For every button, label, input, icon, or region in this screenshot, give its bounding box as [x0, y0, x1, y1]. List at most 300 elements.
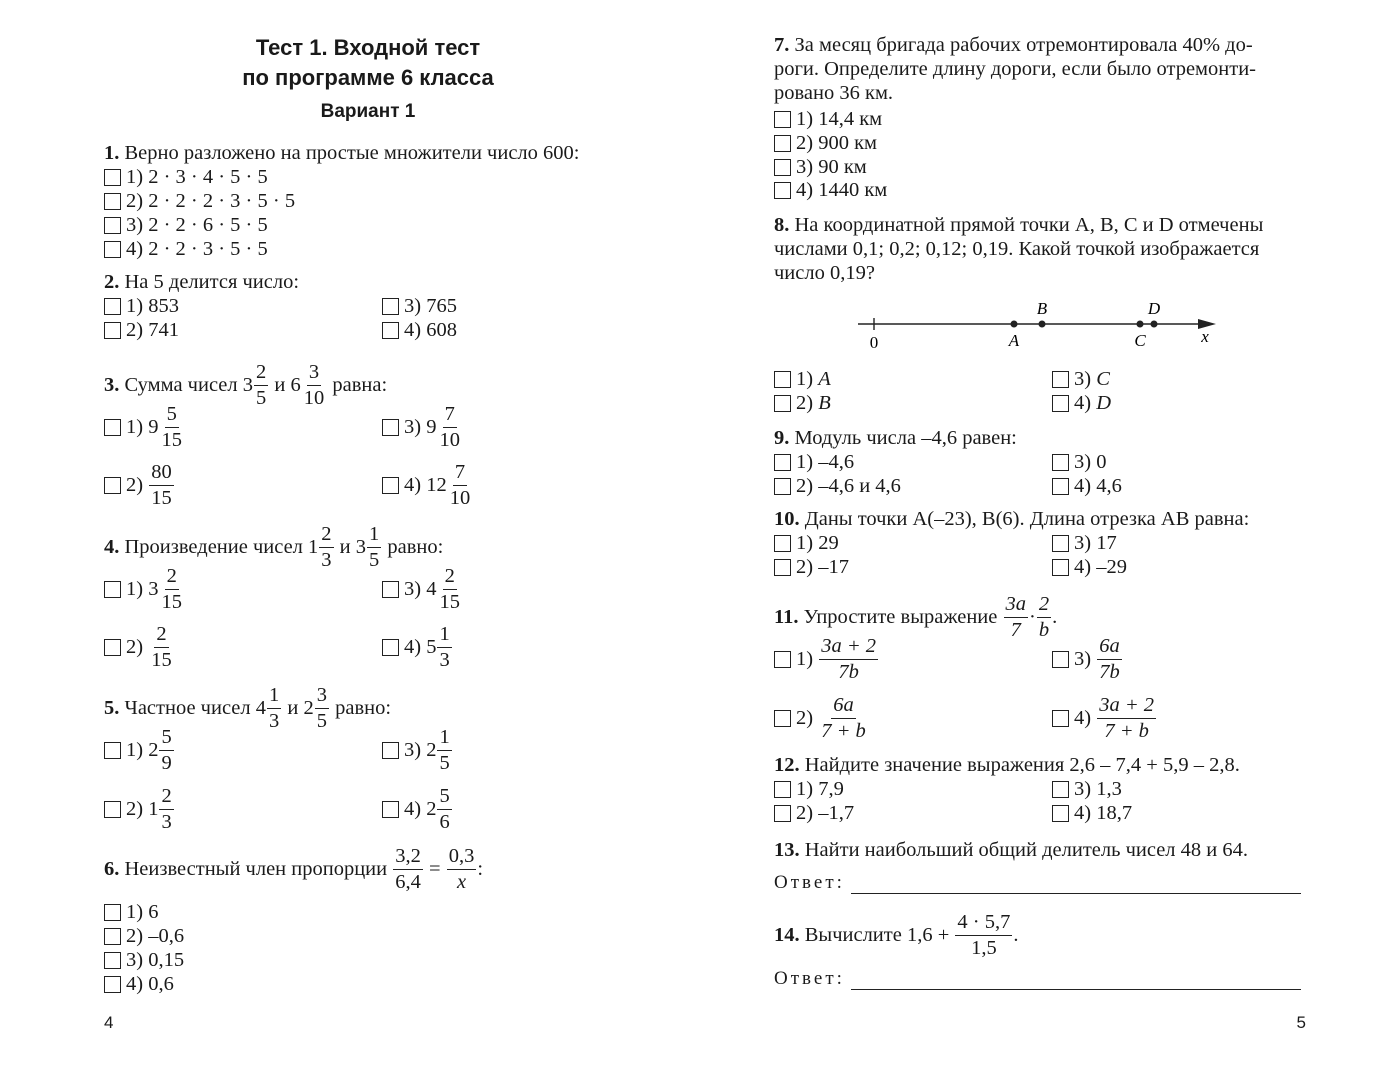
fraction	[437, 404, 462, 450]
q10-option-2[interactable]	[774, 555, 849, 579]
q12-option-2[interactable]	[774, 801, 854, 825]
numerator: 2	[254, 362, 268, 386]
q10-option-1[interactable]	[774, 531, 839, 555]
option-label: 2) 2 · 2 · 2 · 3 · 5 · 5	[126, 190, 296, 212]
denominator: 3	[161, 810, 172, 833]
checkbox[interactable]	[104, 298, 121, 315]
checkbox[interactable]	[104, 193, 121, 210]
question-text: Частное чисел	[124, 697, 251, 719]
q4-option-4[interactable]	[382, 624, 453, 670]
fraction	[437, 786, 451, 832]
checkbox[interactable]	[104, 801, 121, 818]
point-label-C: C	[1134, 331, 1146, 350]
q1-option-3[interactable]	[104, 213, 268, 237]
denominator: x	[456, 870, 467, 893]
point-label-D: D	[1147, 300, 1161, 318]
fraction	[149, 624, 174, 670]
numerator: 80	[149, 462, 174, 486]
question-text: число 0,19?	[774, 262, 875, 284]
question-4	[104, 524, 443, 570]
question-text: ровано 36 км.	[774, 82, 894, 104]
numerator: 0,3	[447, 846, 477, 870]
denominator: 15	[161, 590, 182, 613]
question-number: 9.	[774, 427, 790, 449]
question-number: 13.	[774, 839, 800, 861]
option-number: 1)	[796, 648, 814, 670]
option-number: 2)	[126, 636, 144, 658]
denominator: b	[1038, 618, 1050, 641]
question-number: 11.	[774, 606, 799, 628]
checkbox[interactable]	[1052, 559, 1069, 576]
q8-option-2[interactable]	[774, 391, 831, 415]
q12-option-4[interactable]	[1052, 801, 1132, 825]
q11-option-3[interactable]	[1052, 636, 1123, 682]
denominator: 5	[316, 709, 327, 732]
option-label: 3) 2 · 2 · 6 · 5 · 5	[126, 214, 268, 236]
checkbox[interactable]	[104, 928, 121, 945]
denominator: 3	[321, 548, 332, 571]
option-value	[148, 624, 175, 670]
q2-option-3[interactable]	[382, 294, 457, 318]
denominator: 15	[151, 648, 172, 671]
q7-option-4[interactable]	[774, 178, 887, 202]
title-line-1: Тест 1. Входной тест	[255, 35, 481, 60]
checkbox[interactable]	[774, 454, 791, 471]
denominator: 1,5	[971, 936, 997, 959]
whole-part: 6	[290, 374, 301, 396]
question-text: Упростите выражение	[803, 606, 998, 628]
checkbox[interactable]	[104, 952, 121, 969]
checkbox[interactable]	[382, 581, 399, 598]
checkbox[interactable]	[774, 535, 791, 552]
question-text: Сумма чисел	[124, 374, 238, 396]
checkbox[interactable]	[774, 395, 791, 412]
numerator: 3,2	[393, 846, 423, 870]
option-label: D	[1096, 392, 1112, 414]
option-number: 3)	[1074, 648, 1092, 670]
question-6	[104, 846, 483, 892]
q4-option-2[interactable]	[104, 624, 175, 670]
fraction-rhs	[447, 846, 477, 892]
checkbox[interactable]	[774, 781, 791, 798]
whole-part: 12	[426, 474, 447, 496]
numerator: 2	[319, 524, 333, 548]
question-5	[104, 685, 391, 731]
option-value	[426, 624, 453, 670]
q7-option-1[interactable]	[774, 107, 882, 131]
title-line-2: по программе 6 класса	[242, 65, 494, 90]
numerator: 2	[1037, 594, 1051, 618]
q9-option-2[interactable]	[774, 474, 901, 498]
question-1	[104, 141, 579, 165]
q9-option-1[interactable]	[774, 450, 854, 474]
checkbox[interactable]	[104, 742, 121, 759]
option-value	[148, 786, 175, 832]
origin-label: 0	[869, 333, 879, 350]
answer-label: Ответ:	[774, 968, 845, 989]
denominator: 15	[439, 590, 460, 613]
checkbox[interactable]	[104, 241, 121, 258]
option-value	[148, 727, 175, 773]
q3-option-2[interactable]	[104, 462, 175, 508]
q5-option-4[interactable]	[382, 786, 453, 832]
point-C	[1137, 321, 1144, 328]
question-3	[104, 362, 387, 408]
checkbox[interactable]	[1052, 371, 1069, 388]
numerator: 4 · 5,7	[955, 912, 1012, 936]
fraction	[819, 695, 868, 741]
denominator: 15	[151, 486, 172, 509]
fraction	[302, 362, 327, 408]
point-D	[1151, 321, 1158, 328]
checkbox[interactable]	[104, 976, 121, 993]
numerator: 6a	[831, 695, 856, 719]
fraction	[367, 524, 381, 570]
option-value	[1096, 636, 1123, 682]
checkbox[interactable]	[1052, 454, 1069, 471]
option-number: 1)	[126, 739, 144, 761]
question-text: Найти наибольший общий делитель чисел 48 и 64.	[804, 839, 1249, 861]
numerator: 3	[307, 362, 321, 386]
q14-answer	[774, 968, 1301, 990]
checkbox[interactable]	[774, 159, 791, 176]
option-label: 2) –0,6	[126, 925, 185, 947]
option-label: 4) 18,7	[1074, 802, 1133, 824]
question-number: 8.	[774, 214, 790, 236]
q5-option-3[interactable]	[382, 727, 453, 773]
option-number: 1)	[126, 578, 144, 600]
checkbox[interactable]	[382, 639, 399, 656]
punctuation: .	[1013, 924, 1019, 946]
option-label: 4) 4,6	[1074, 475, 1122, 497]
question-text: Найдите значение выражения 2,6 – 7,4 + 5,9 – 2,8.	[804, 754, 1240, 776]
whole-part: 9	[426, 416, 437, 438]
option-value	[148, 566, 185, 612]
option-value	[426, 404, 463, 450]
question-11	[774, 594, 1057, 640]
numerator: 3a + 2	[819, 636, 878, 660]
checkbox[interactable]	[104, 904, 121, 921]
axis-label: x	[1201, 327, 1209, 346]
numerator: 2	[443, 566, 457, 590]
option-number: 3)	[404, 578, 422, 600]
fraction	[254, 362, 268, 408]
q6-option-3[interactable]	[104, 948, 184, 972]
option-number: 1)	[126, 416, 144, 438]
numerator: 3a + 2	[1097, 695, 1156, 719]
option-label: A	[818, 368, 831, 390]
fraction	[159, 786, 173, 832]
option-value	[426, 566, 463, 612]
checkbox[interactable]	[774, 559, 791, 576]
checkbox[interactable]	[382, 801, 399, 818]
option-value	[426, 727, 453, 773]
point-A	[1011, 321, 1018, 328]
whole-part: 2	[148, 739, 159, 761]
punctuation: :	[477, 858, 484, 880]
option-number: 1)	[796, 368, 814, 390]
question-number: 7.	[774, 34, 790, 56]
checkbox[interactable]	[774, 182, 791, 199]
option-label: 1) 6	[126, 901, 159, 923]
q7-option-2[interactable]	[774, 131, 877, 155]
numerator: 6a	[1097, 636, 1122, 660]
option-number: 4)	[404, 474, 422, 496]
q9-option-3[interactable]	[1052, 450, 1106, 474]
q11-option-2[interactable]	[774, 695, 869, 741]
whole-part: 5	[426, 636, 437, 658]
fraction	[267, 685, 281, 731]
denominator: 7 + b	[821, 719, 866, 742]
q1-option-4[interactable]	[104, 237, 268, 261]
numerator: 1	[437, 624, 451, 648]
checkbox[interactable]	[104, 419, 121, 436]
question-2	[104, 270, 299, 294]
option-number: 4)	[404, 798, 422, 820]
checkbox[interactable]	[382, 419, 399, 436]
fraction	[819, 636, 878, 682]
q2-option-1[interactable]	[104, 294, 179, 318]
checkbox[interactable]	[382, 477, 399, 494]
mixed-number	[256, 685, 283, 731]
option-value	[148, 462, 175, 508]
fraction	[437, 624, 451, 670]
fraction	[159, 727, 173, 773]
whole-part: 3	[242, 374, 254, 396]
option-label: 3) 765	[404, 295, 457, 317]
fraction-lhs	[393, 846, 423, 892]
q6-option-1[interactable]	[104, 900, 158, 924]
option-number: 3)	[1074, 368, 1092, 390]
checkbox[interactable]	[104, 639, 121, 656]
question-number: 5.	[104, 697, 120, 719]
option-label: C	[1096, 368, 1110, 390]
numerator: 2	[165, 566, 179, 590]
q5-option-1[interactable]	[104, 727, 175, 773]
q6-option-4[interactable]	[104, 972, 174, 996]
option-value	[426, 462, 473, 508]
numerator: 1	[267, 685, 281, 709]
option-label: 1) –4,6	[796, 451, 855, 473]
q3-option-1[interactable]	[104, 404, 185, 450]
q4-option-3[interactable]	[382, 566, 463, 612]
fraction	[955, 912, 1012, 958]
option-number: 2)	[796, 707, 814, 729]
checkbox[interactable]	[382, 298, 399, 315]
checkbox[interactable]	[1052, 710, 1069, 727]
q12-option-1[interactable]	[774, 777, 844, 801]
whole-part: 9	[148, 416, 159, 438]
option-label: 3) 0,15	[126, 949, 185, 971]
mixed-number	[291, 362, 328, 408]
question-text-tail: равна:	[332, 374, 388, 396]
point-label-B: B	[1036, 300, 1048, 318]
fraction	[1037, 594, 1051, 640]
option-number: 3)	[404, 739, 422, 761]
checkbox[interactable]	[774, 651, 791, 668]
mixed-number	[243, 362, 270, 408]
page-number: 4	[104, 1013, 114, 1032]
q10-option-3[interactable]	[1052, 531, 1117, 555]
page-number: 5	[1296, 1013, 1306, 1032]
q6-option-2[interactable]	[104, 924, 184, 948]
conjunction: и	[339, 536, 351, 558]
option-number: 2)	[796, 392, 814, 414]
option-label: 1) 14,4 км	[796, 108, 883, 130]
q2-option-2[interactable]	[104, 318, 179, 342]
mixed-number	[304, 685, 331, 731]
question-9	[774, 426, 1017, 450]
option-number: 4)	[1074, 392, 1092, 414]
option-label: 2) –4,6 и 4,6	[796, 475, 901, 497]
q9-option-4[interactable]	[1052, 474, 1122, 498]
fraction	[437, 727, 451, 773]
q13-answer	[774, 872, 1301, 894]
whole-part: 4	[255, 697, 267, 719]
question-text: Неизвестный член пропорции	[124, 858, 388, 880]
checkbox[interactable]	[104, 477, 121, 494]
numerator: 3	[315, 685, 329, 709]
mixed-number	[308, 524, 335, 570]
q1-option-1[interactable]	[104, 165, 268, 189]
checkbox[interactable]	[1052, 478, 1069, 495]
point-B	[1039, 321, 1046, 328]
whole-part: 1	[148, 798, 159, 820]
whole-part: 3	[148, 578, 159, 600]
whole-part: 2	[426, 798, 437, 820]
q2-option-4[interactable]	[382, 318, 457, 342]
numerator: 3a	[1004, 594, 1029, 618]
checkbox[interactable]	[774, 478, 791, 495]
number-line-diagram	[854, 300, 1224, 350]
checkbox[interactable]	[774, 111, 791, 128]
question-14	[774, 912, 1018, 958]
question-number: 4.	[104, 536, 120, 558]
fraction	[1004, 594, 1029, 640]
whole-part: 4	[426, 578, 437, 600]
q5-option-2[interactable]	[104, 786, 175, 832]
option-label: 4) 0,6	[126, 973, 174, 995]
option-label: 1) 2 · 3 · 4 · 5 · 5	[126, 166, 268, 188]
whole-part: 2	[303, 697, 314, 719]
fraction	[149, 462, 174, 508]
fraction	[1097, 695, 1156, 741]
option-label: 2) 900 км	[796, 132, 878, 154]
checkbox[interactable]	[104, 217, 121, 234]
denominator: 6,4	[395, 870, 421, 893]
option-value	[426, 786, 453, 832]
denominator: 6	[439, 810, 450, 833]
q3-option-3[interactable]	[382, 404, 463, 450]
question-12	[774, 753, 1240, 777]
question-number: 3.	[104, 374, 120, 396]
numerator: 1	[367, 524, 381, 548]
checkbox[interactable]	[104, 581, 121, 598]
checkbox[interactable]	[1052, 805, 1069, 822]
q8-option-4[interactable]	[1052, 391, 1111, 415]
question-text: Произведение чисел	[124, 536, 303, 558]
question-7	[774, 33, 1256, 105]
question-text-tail: равно:	[387, 536, 444, 558]
option-value	[818, 636, 879, 682]
mixed-number	[356, 524, 383, 570]
checkbox[interactable]	[774, 805, 791, 822]
q11-option-4[interactable]	[1052, 695, 1157, 741]
denominator: 9	[161, 751, 172, 774]
whole-part: 3	[355, 536, 367, 558]
question-text: Вычислите 1,6 +	[804, 924, 950, 946]
checkbox[interactable]	[382, 322, 399, 339]
whole-part: 1	[308, 536, 319, 558]
numerator: 2	[159, 786, 173, 810]
numerator: 7	[443, 404, 457, 428]
question-number: 6.	[104, 858, 120, 880]
denominator: 3	[269, 709, 280, 732]
whole-part: 2	[426, 739, 437, 761]
checkbox[interactable]	[1052, 651, 1069, 668]
checkbox[interactable]	[774, 135, 791, 152]
denominator: 7b	[838, 660, 859, 683]
question-number: 10.	[774, 508, 800, 530]
checkbox[interactable]	[104, 322, 121, 339]
fraction	[319, 524, 333, 570]
denominator: 7b	[1099, 660, 1120, 683]
checkbox[interactable]	[774, 371, 791, 388]
q11-option-1[interactable]	[774, 636, 879, 682]
test-title	[104, 33, 632, 93]
variant-heading: Вариант 1	[320, 101, 416, 122]
question-text-tail: равно:	[335, 697, 392, 719]
q4-option-1[interactable]	[104, 566, 185, 612]
q7-option-3[interactable]	[774, 155, 867, 179]
numerator: 5	[437, 786, 451, 810]
checkbox[interactable]	[104, 169, 121, 186]
checkbox[interactable]	[774, 710, 791, 727]
question-text: На координатной прямой точки A, B, C и D отмечены	[794, 214, 1264, 236]
q8-option-3[interactable]	[1052, 367, 1110, 391]
checkbox[interactable]	[1052, 535, 1069, 552]
denominator: 7	[1010, 618, 1021, 641]
q3-option-4[interactable]	[382, 462, 473, 508]
q1-option-2[interactable]	[104, 189, 295, 213]
q12-option-3[interactable]	[1052, 777, 1122, 801]
fraction	[159, 404, 184, 450]
checkbox[interactable]	[382, 742, 399, 759]
question-text: числами 0,1; 0,2; 0,12; 0,19. Какой точкой изображается	[774, 238, 1260, 260]
answer-label: Ответ:	[774, 872, 845, 893]
option-number: 2)	[126, 798, 144, 820]
option-label: 3) 90 км	[796, 156, 867, 178]
fraction	[315, 685, 329, 731]
option-value	[1096, 695, 1157, 741]
question-text: Модуль числа –4,6 равен:	[794, 427, 1017, 449]
denominator: 10	[439, 428, 460, 451]
q8-option-1[interactable]	[774, 367, 831, 391]
fraction	[448, 462, 473, 508]
answer-field[interactable]	[851, 973, 1301, 990]
checkbox[interactable]	[1052, 781, 1069, 798]
fraction	[159, 566, 184, 612]
answer-field[interactable]	[851, 877, 1301, 894]
option-number: 4)	[1074, 707, 1092, 729]
numerator: 2	[154, 624, 168, 648]
q10-option-4[interactable]	[1052, 555, 1127, 579]
option-label: 1) 29	[796, 532, 839, 554]
option-label: 2) –1,7	[796, 802, 855, 824]
numerator: 1	[437, 727, 451, 751]
checkbox[interactable]	[1052, 395, 1069, 412]
option-label: 4) –29	[1074, 556, 1127, 578]
